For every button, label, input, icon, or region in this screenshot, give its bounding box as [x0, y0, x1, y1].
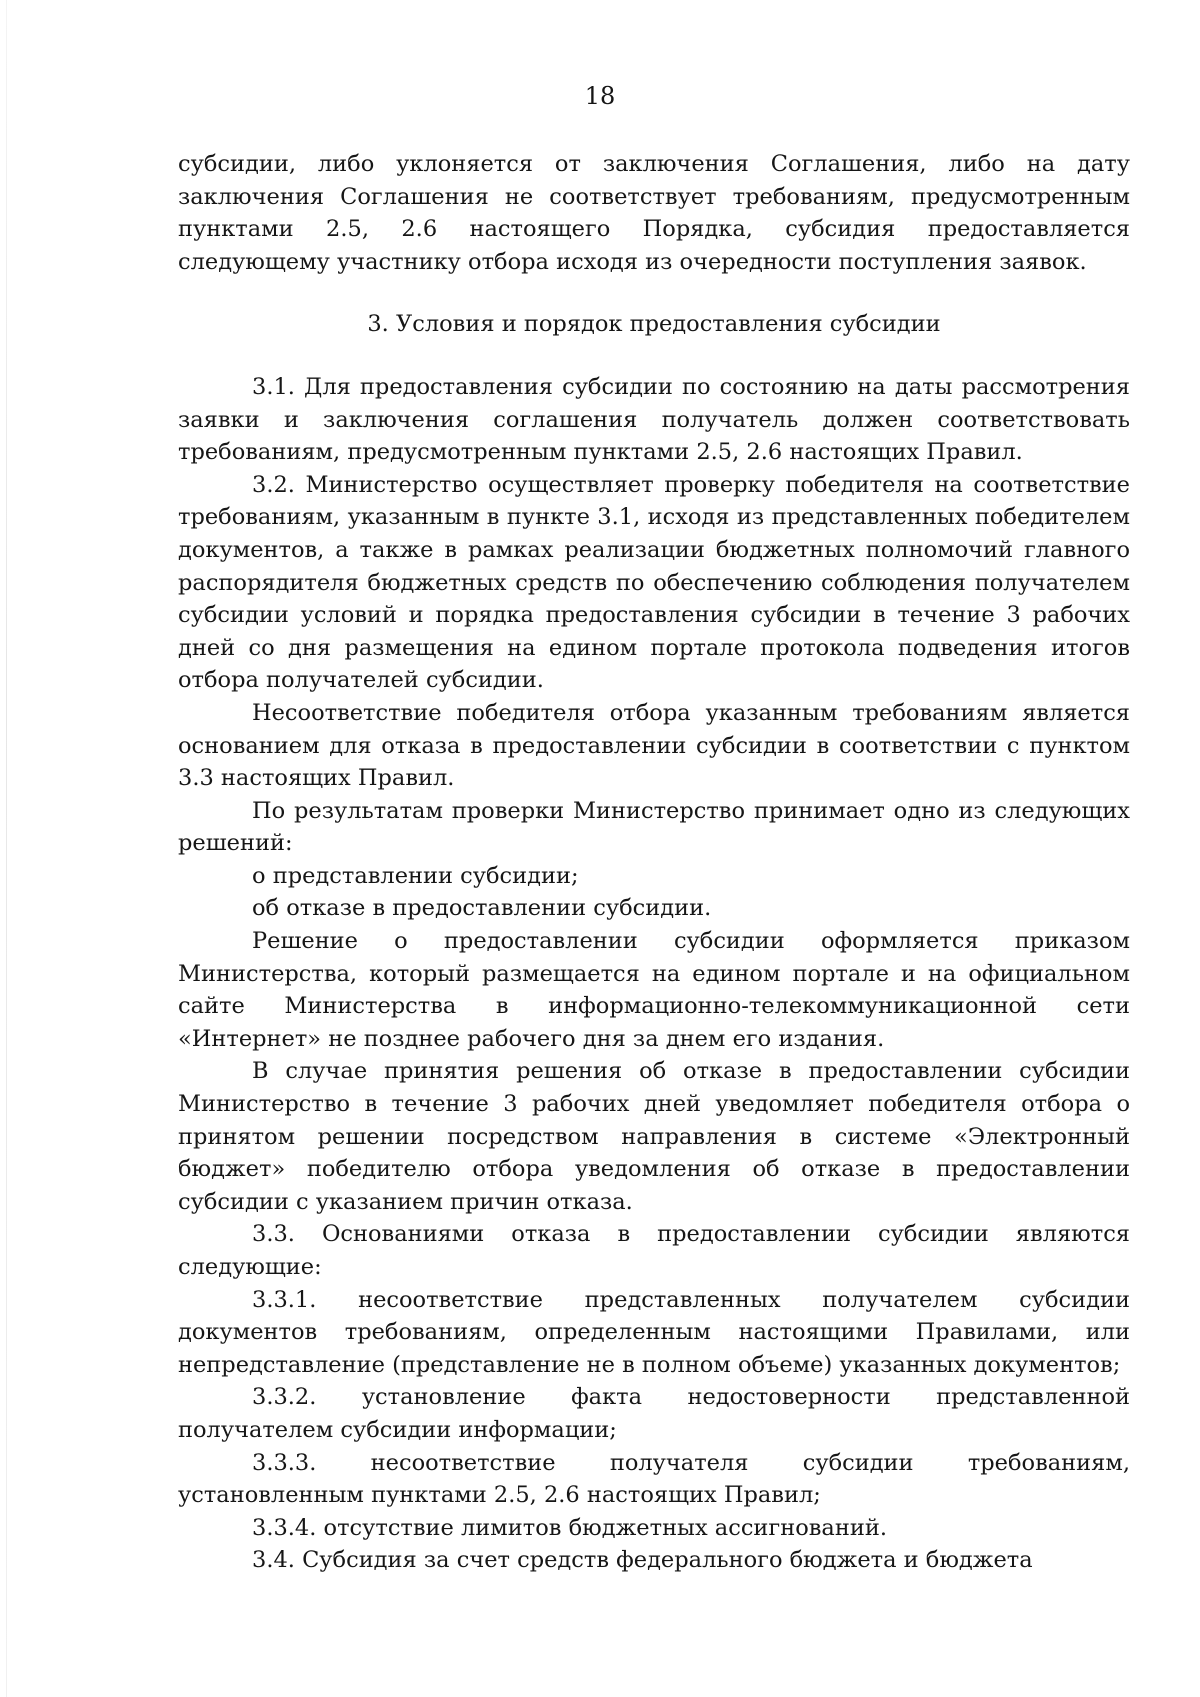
paragraph-refusal-notice: В случае принятия решения об отказе в предоставлении субсидии Министерство в течение 3 рабочих дней уведомляет победителя отбора о принятом решении посредством направления в системе «Электронный бюджет» победителю отбора уведомления об отказе в предоставлении субсидии с указанием причин отказа. [178, 1058, 1130, 1215]
intro-paragraph: субсидии, либо уклоняется от заключения Соглашения, либо на дату заключения Соглашения не соответствует требованиям, предусмотренным пунктами 2.5, 2.6 настоящего Порядка, субсидия предоставляется следующему участнику отбора исходя из очередности поступления заявок. [178, 151, 1130, 275]
paragraph-results: По результатам проверки Министерство принимает одно из следующих решений: [178, 797, 1130, 857]
paragraph-3-3-3: 3.3.3. несоответствие получателя субсидии требованиям, установленным пунктами 2.5, 2.6 настоящих Правил; [178, 1449, 1130, 1509]
decision-item-grant: о представлении субсидии; [252, 862, 579, 889]
paragraph-3-3-1: 3.3.1. несоответствие представленных получателем субсидии документов требованиям, определенным настоящими Правилами, или непредставление (представление не в полном объеме) указанных документов; [178, 1286, 1130, 1378]
paragraph-3-3-2: 3.3.2. установление факта недостоверности представленной получателем субсидии информации; [178, 1384, 1130, 1443]
paragraph-3-3-4: 3.3.4. отсутствие лимитов бюджетных ассигнований. [252, 1514, 887, 1541]
decision-item-refusal: об отказе в предоставлении субсидии. [252, 895, 712, 922]
paragraph-3-4: 3.4. Субсидия за счет средств федерального бюджета и бюджета [252, 1547, 1033, 1574]
paragraph-3-1: 3.1. Для предоставления субсидии по состоянию на даты рассмотрения заявки и заключения соглашения получатель должен соответствовать требованиям, предусмотренным пунктами 2.5, 2.6 настоящих Правил. [178, 373, 1130, 466]
scan-edge-line [6, 0, 7, 1697]
document-body [178, 148, 1130, 1577]
section-heading: 3. Условия и порядок предоставления субсидии [367, 311, 941, 338]
paragraph-3-3: 3.3. Основаниями отказа в предоставлении субсидии являются следующие: [178, 1221, 1130, 1280]
paragraph-mismatch: Несоответствие победителя отбора указанным требованиям является основанием для отказа в предоставлении субсидии в соответствии с пунктом 3.3 настоящих Правил. [178, 699, 1130, 792]
paragraph-3-2: 3.2. Министерство осуществляет проверку победителя на соответствие требованиям, указанным в пункте 3.1, исходя из представленных победителем документов, а также в рамках реализации бюджетных полномочий главного распорядителя бюджетных средств по обеспечению соблюдения получателем субсидии условий и порядка предоставления субсидии в течение 3 рабочих дней со дня размещения на едином портале протокола подведения итогов отбора получателей субсидии. [178, 471, 1130, 694]
page-number: 18 [584, 82, 616, 110]
paragraph-decision-order: Решение о предоставлении субсидии оформляется приказом Министерства, который размещается на едином портале и на официальном сайте Министерства в информационно-телекоммуникационной сети «Интернет» не позднее рабочего дня за днем его издания. [178, 928, 1130, 1052]
